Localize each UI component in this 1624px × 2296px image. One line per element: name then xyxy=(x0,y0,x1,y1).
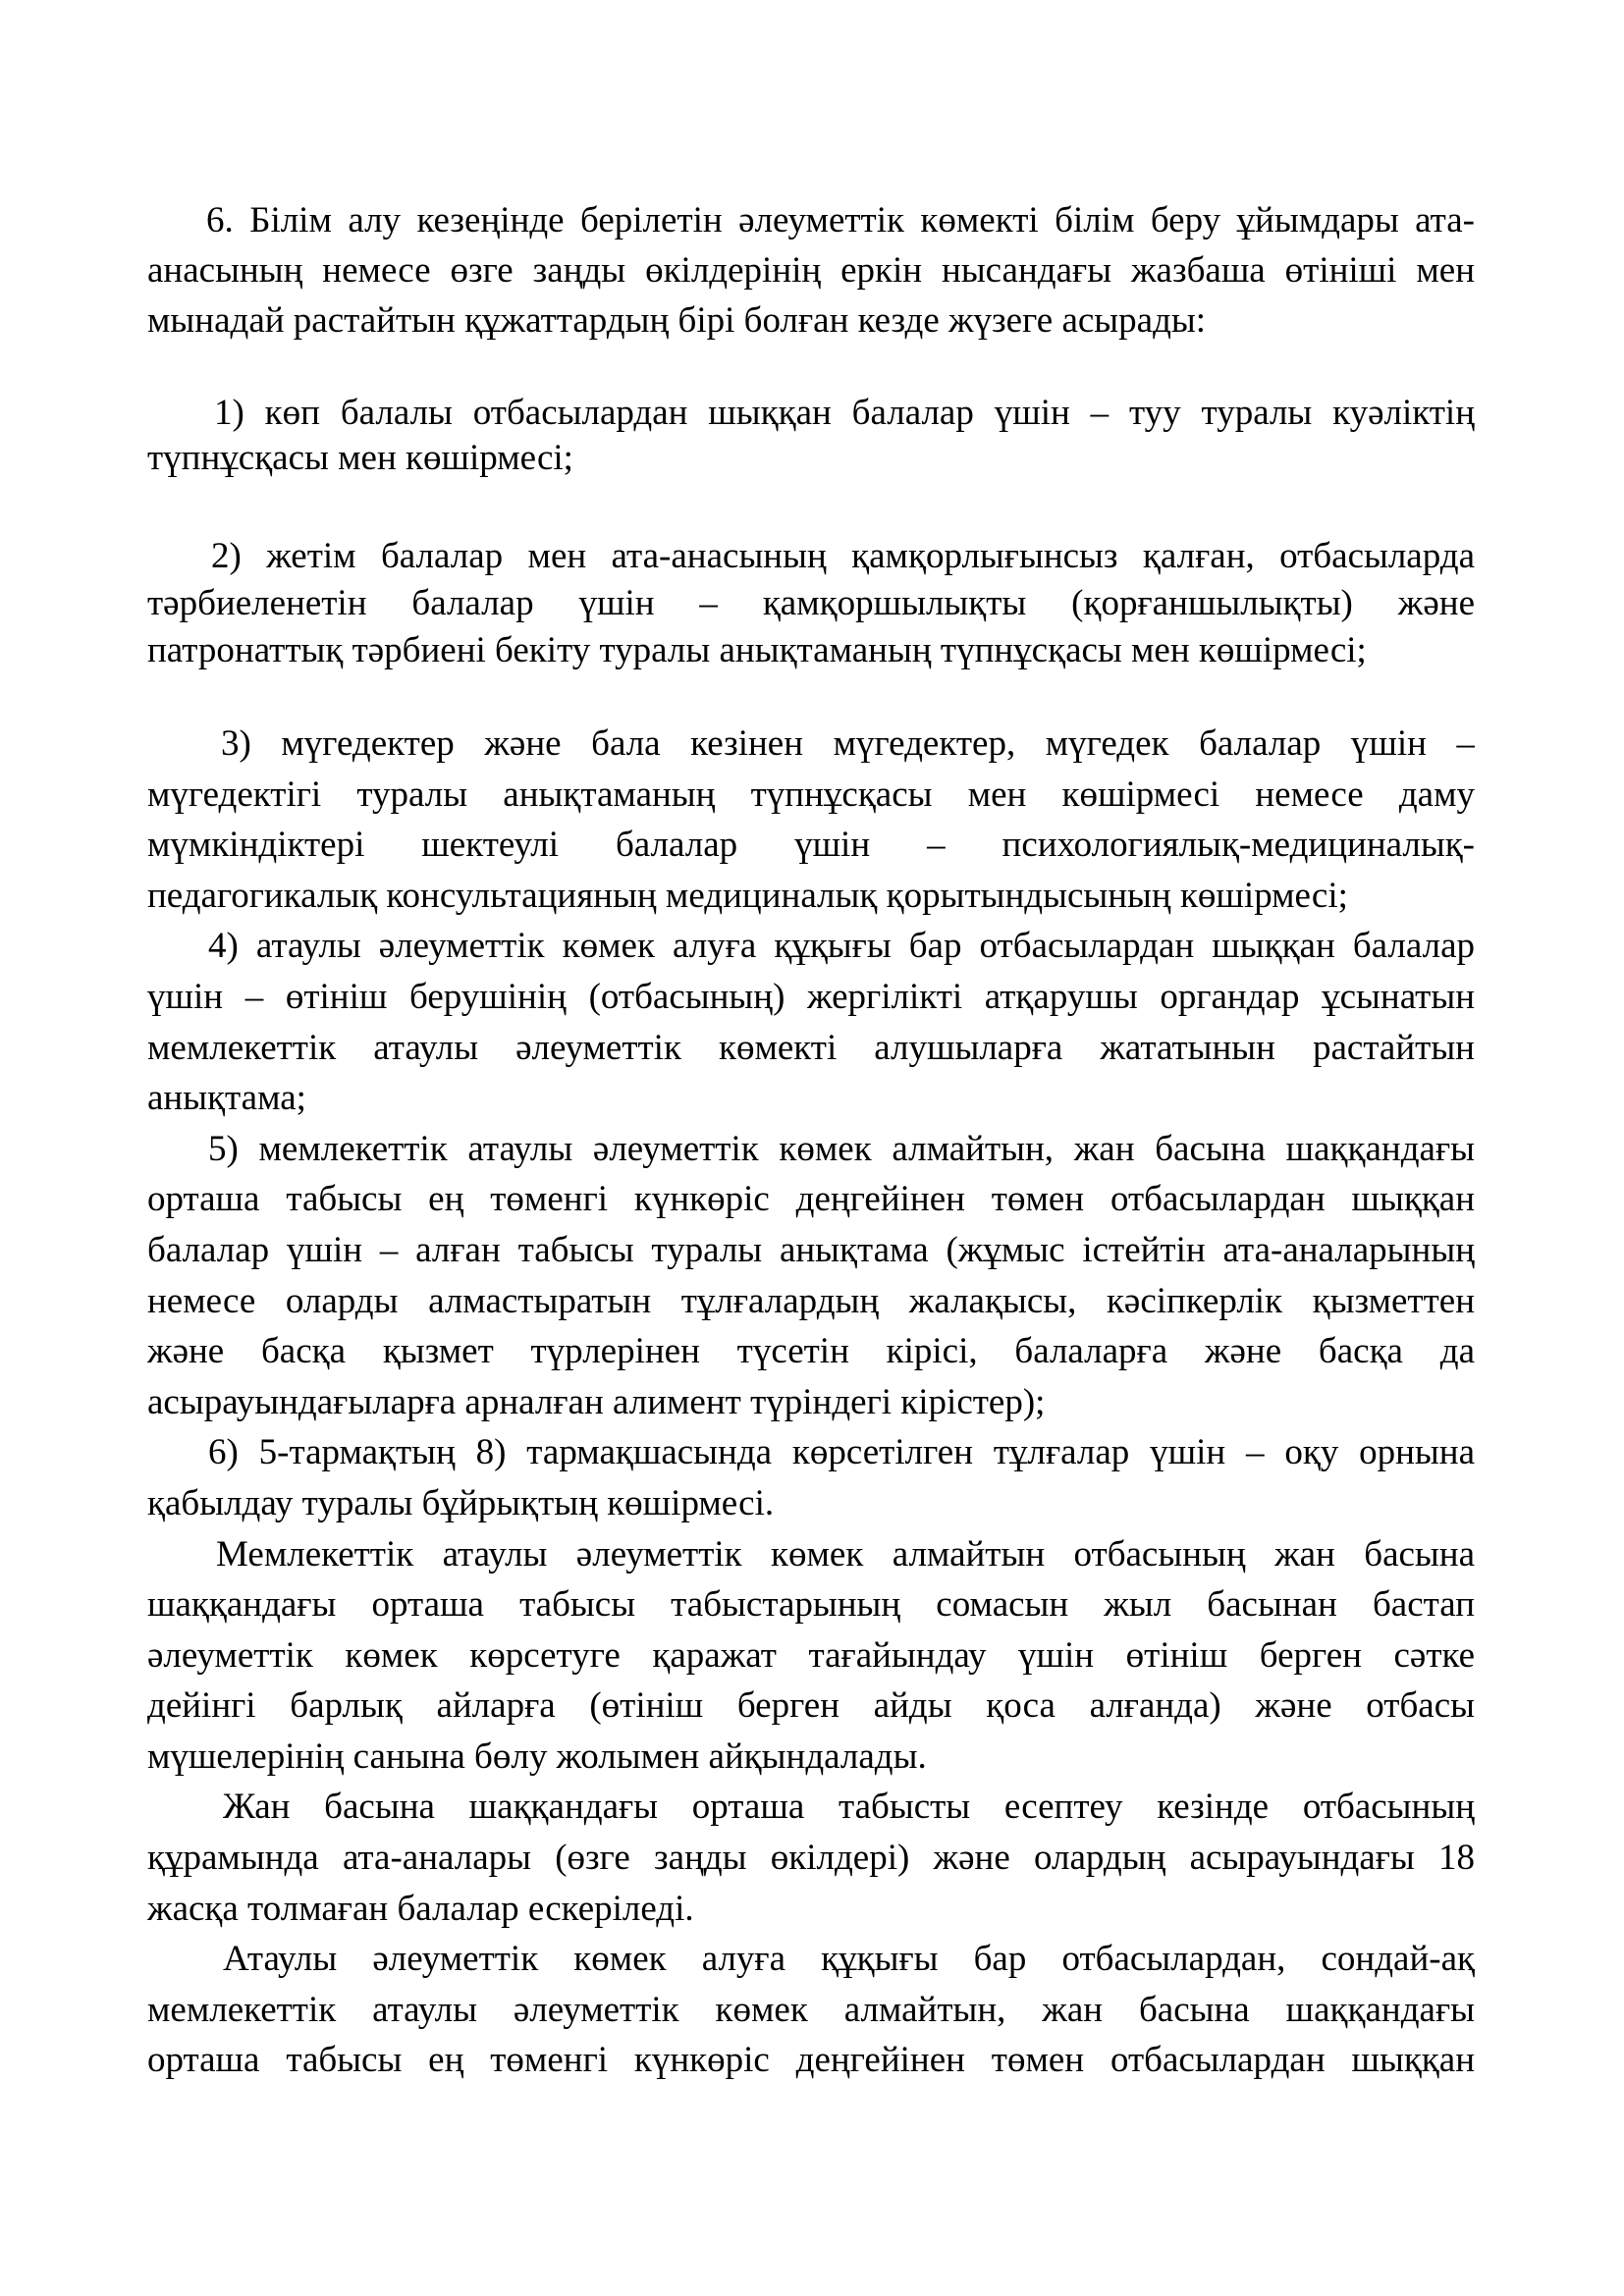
text-line: үшін – өтініш берушінің (отбасының) жергілікті атқарушы органдар ұсынатын xyxy=(147,976,1475,1017)
text-line: мемлекеттік атаулы әлеуметтік көмекті алушыларға жататынын растайтын xyxy=(147,1027,1475,1068)
text-line: патронаттық тәрбиені бекіту туралы анықтаманың түпнұсқасы мен көшірмесі; xyxy=(147,630,1367,670)
text-line: қабылдау туралы бұйрықтың көшірмесі. xyxy=(147,1482,775,1523)
text-line: мемлекеттік атаулы әлеуметтік көмек алмайтын, жан басына шаққандағы xyxy=(147,1989,1475,2030)
text-line: орташа табысы ең төменгі күнкөріс деңгейінен төмен отбасылардан шыққан xyxy=(147,1179,1475,1220)
paragraph-targeted-assistance xyxy=(147,1934,1475,2086)
text-line: орташа табысы ең төменгі күнкөріс деңгейінен төмен отбасылардан шыққан xyxy=(147,2040,1475,2081)
subitem-3 xyxy=(147,719,1475,921)
text-line: және басқа қызмет түрлерінен түсетін кірісі, балаларға және басқа да xyxy=(147,1331,1475,1372)
text-line: құрамында ата-аналары (өзге заңды өкілдері) және олардың асырауындағы 18 xyxy=(147,1838,1475,1879)
subitem-6 xyxy=(147,1427,1475,1528)
text-line: 6. Білім алу кезеңінде берілетін әлеуметтік көмекті білім беру ұйымдары ата- xyxy=(206,200,1475,240)
text-line: мүшелерінің санына бөлу жолымен айқындалады. xyxy=(147,1735,927,1777)
text-line: әлеуметтік көмек көрсетуге қаражат тағайындау үшін өтініш берген сәтке xyxy=(147,1634,1475,1676)
text-line: Мемлекеттік атаулы әлеуметтік көмек алмайтын отбасының жан басына xyxy=(216,1533,1475,1575)
paragraph-6-intro xyxy=(147,195,1475,346)
text-line: дейінгі барлық айларға (өтініш берген айды қоса алғанда) және отбасы xyxy=(147,1685,1475,1727)
text-line: Атаулы әлеуметтік көмек алуға құқығы бар отбасылардан, сондай-ақ xyxy=(223,1939,1475,1980)
text-line: 5) мемлекеттік атаулы әлеуметтік көмек алмайтын, жан басына шаққандағы xyxy=(208,1128,1475,1169)
text-line: мынадай растайтын құжаттардың бірі болған кезде жүзеге асырады: xyxy=(147,300,1207,341)
text-line: анасының немесе өзге заңды өкілдерінің еркін нысандағы жазбаша өтініші мен xyxy=(147,250,1475,291)
text-line: асырауындағыларға арналған алимент түріндегі кірістер); xyxy=(147,1381,1046,1422)
text-line: мүмкіндіктері шектеулі балалар үшін – психологиялық-медициналық- xyxy=(147,825,1475,866)
text-line: балалар үшін – алған табысы туралы анықтама (жұмыс істейтін ата-аналарының xyxy=(147,1229,1475,1270)
text-line: 2) жетім балалар мен ата-анасының қамқорлығынсыз қалған, отбасыларда xyxy=(211,536,1475,576)
body-text-flow xyxy=(147,719,1475,2086)
text-line: тәрбиеленетін балалар үшін – қамқоршылықты (қорғаншылықты) және xyxy=(147,583,1475,623)
text-line: 1) көп балалы отбасылардан шыққан балалар үшін – туу туралы куәліктің xyxy=(214,393,1475,433)
subitem-4 xyxy=(147,921,1475,1123)
text-line: түпнұсқасы мен көшірмесі; xyxy=(147,438,573,478)
paragraph-family-composition xyxy=(147,1782,1475,1934)
subitem-2 xyxy=(147,533,1475,674)
text-line: анықтама; xyxy=(147,1078,306,1119)
text-line: 3) мүгедектер және бала кезінен мүгедектер, мүгедек балалар үшін – xyxy=(221,723,1475,764)
paragraph-average-income xyxy=(147,1529,1475,1783)
subitem-5 xyxy=(147,1124,1475,1428)
text-line: педагогикалық консультацияның медициналық қорытындысының көшірмесі; xyxy=(147,875,1348,916)
text-line: шаққандағы орташа табысы табыстарының сомасын жыл басынан бастап xyxy=(147,1584,1475,1626)
text-line: 6) 5-тармақтың 8) тармақшасында көрсетілген тұлғалар үшін – оқу орнына xyxy=(208,1432,1475,1473)
text-line: Жан басына шаққандағы орташа табысты есептеу кезінде отбасының xyxy=(223,1787,1475,1828)
text-line: 4) атаулы әлеуметтік көмек алуға құқығы бар отбасылардан шыққан балалар xyxy=(208,926,1475,967)
text-line: мүгедектігі туралы анықтаманың түпнұсқасы мен көшірмесі немесе даму xyxy=(147,774,1475,815)
text-line: немесе оларды алмастыратын тұлғалардың жалақысы, кәсіпкерлік қызметтен xyxy=(147,1280,1475,1321)
subitem-1 xyxy=(147,391,1475,481)
text-line: жасқа толмаған балалар ескеріледі. xyxy=(147,1888,694,1929)
